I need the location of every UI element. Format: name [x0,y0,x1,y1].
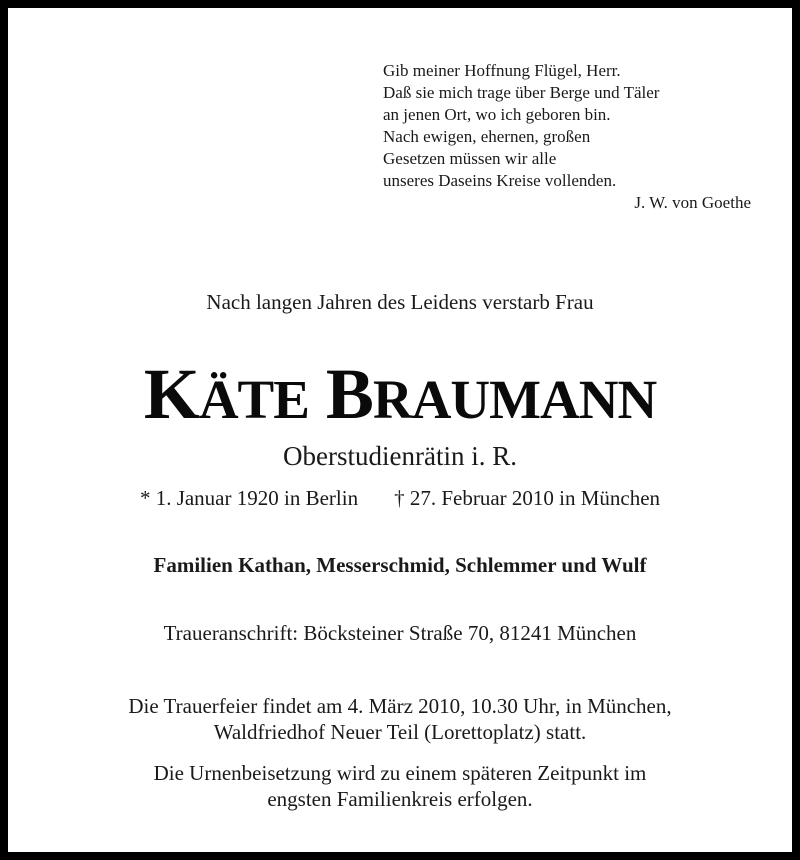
birth-date: * 1. Januar 1920 in Berlin [139,486,359,510]
poem-line: Gesetzen müssen wir alle [383,149,557,168]
first-name-rest: ÄTE [198,369,309,430]
funeral-service-info [8,693,792,745]
burial-line: Die Urnenbeisetzung wird zu einem späteren Zeitpunkt im [153,761,647,785]
service-line: Waldfriedhof Neuer Teil (Lorettoplatz) statt. [213,720,587,744]
poem-line: Gib meiner Hoffnung Flügel, Herr. [383,61,621,80]
last-name-rest: RAUMANN [372,369,657,430]
professional-title: Oberstudienrätin i. R. [283,441,517,471]
poem-author: J. W. von Goethe [634,193,751,212]
poem-quote [383,60,763,214]
deceased-name [8,354,792,440]
poem-line: an jenen Ort, wo ich geboren bin. [383,105,611,124]
last-name-initial: B [325,354,373,434]
service-line: Die Trauerfeier findet am 4. März 2010, 10.30 Uhr, in München, [128,694,672,718]
poem-line: Nach ewigen, ehernen, großen [383,127,591,146]
mourning-families: Familien Kathan, Messerschmid, Schlemmer und Wulf [153,553,647,577]
burial-line: engsten Familienkreis erfolgen. [267,787,533,811]
urn-burial-info [8,760,792,812]
life-dates [8,486,792,511]
mourning-address: Traueranschrift: Böcksteiner Straße 70, 81241 München [163,621,637,645]
obituary-notice [8,8,792,852]
death-date: † 27. Februar 2010 in München [394,486,661,510]
intro-text: Nach langen Jahren des Leidens verstarb Frau [206,290,594,314]
first-name-initial: K [143,354,199,434]
poem-line: unseres Daseins Kreise vollenden. [383,171,617,190]
poem-line: Daß sie mich trage über Berge und Täler [383,83,660,102]
